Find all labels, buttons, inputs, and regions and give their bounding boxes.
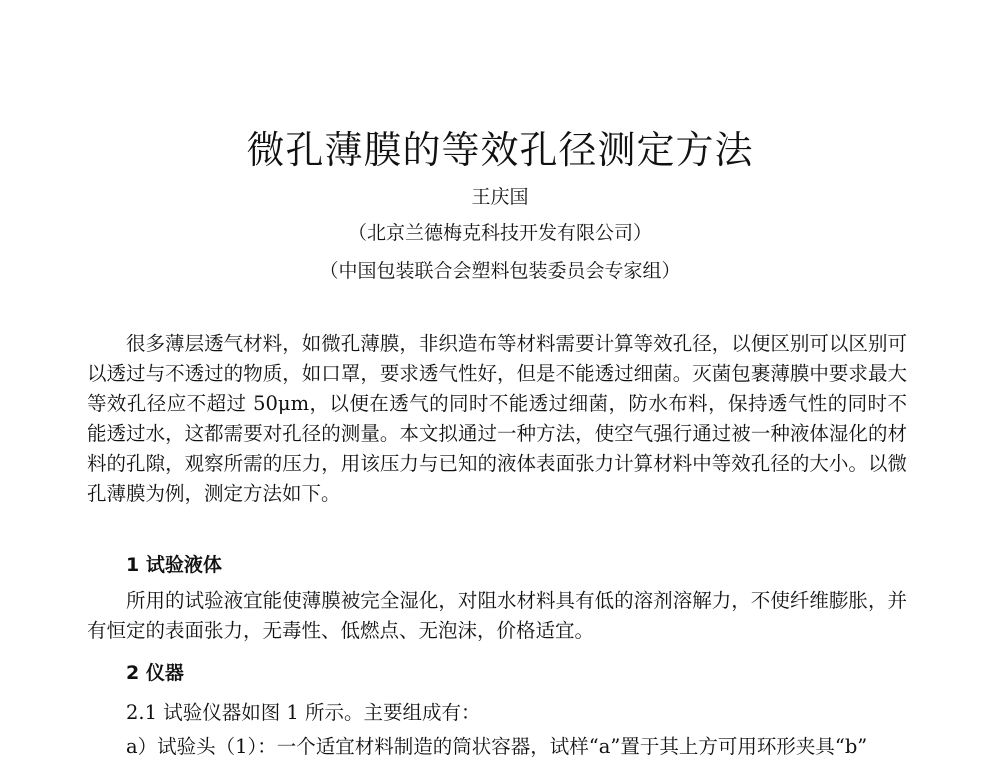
section-heading-test-liquid: 1 试验液体 xyxy=(126,554,222,576)
author-name: 王庆国 xyxy=(471,186,529,208)
section-heading-instrument: 2 仪器 xyxy=(126,662,184,684)
document-title: 微孔薄膜的等效孔径测定方法 xyxy=(246,128,754,172)
affiliation-committee: （中国包装联合会塑料包装委员会专家组） xyxy=(319,260,681,282)
intro-paragraph: 很多薄层透气材料，如微孔薄膜，非织造布等材料需要计算等效孔径，以便区别可以区别可以透过与不透过的物质，如口罩，要求透气性好，但是不能透过细菌。灭菌包裹薄膜中要求最大等效孔径应不超过 50μm，以便在透气的同时不能透过细菌，防水布料，保持透气性的同时不能透过水，这都需要对孔径的测量。本文拟通过一种方法，使空气强行通过被一种液体湿化的材料的孔隙，观察所需的压力，用该压力与已知的液体表面张力计算材料中等效孔径的大小。以微孔薄膜为例，测定方法如下。 xyxy=(87,332,907,505)
instrument-item-a: a）试验头（1）：一个适宜材料制造的筒状容器，试样“a”置于其上方可用环形夹具“b” xyxy=(126,735,868,758)
instrument-item-2-1: 2.1 试验仪器如图 1 所示。主要组成有： xyxy=(126,701,481,724)
test-liquid-paragraph: 所用的试验液宜能使薄膜被完全湿化，对阻水材料具有低的溶剂溶解力，不使纤维膨胀，并有恒定的表面张力，无毒性、低燃点、无泡沫，价格适宜。 xyxy=(87,589,907,642)
affiliation-company: （北京兰德梅克科技开发有限公司） xyxy=(347,222,652,244)
